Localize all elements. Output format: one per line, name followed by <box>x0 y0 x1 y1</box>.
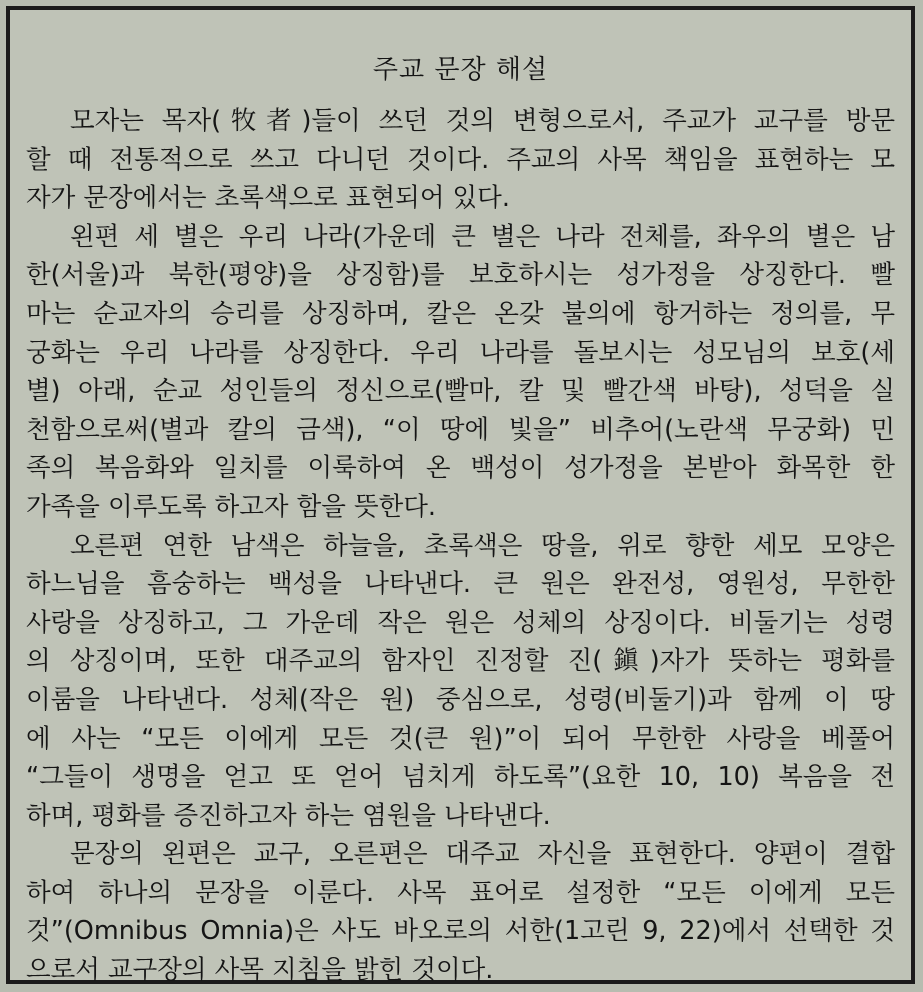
text-line: 하며, 평화를 증진하고자 하는 염원을 나타낸다. <box>26 800 551 831</box>
document-frame <box>6 6 915 984</box>
paragraph-motto <box>20 835 901 989</box>
text-line: 하느님을 흠숭하는 백성을 나타낸다. 큰 원은 완전성, 영원성, 무한한 <box>26 569 895 600</box>
text-line: 별) 아래, 순교 성인들의 정신으로(빨마, 칼 및 빨간색 바탕), 성덕을 실 <box>26 376 895 407</box>
text-line: 문장의 왼편은 교구, 오른편은 대주교 자신을 표현한다. 양편이 결합 <box>70 839 895 870</box>
paragraph-mitre <box>20 102 901 218</box>
text-line: 가족을 이루도록 하고자 함을 뜻한다. <box>26 491 437 522</box>
text-line: 이룸을 나타낸다. 성체(작은 원) 중심으로, 성령(비둘기)과 함께 이 땅 <box>26 684 895 715</box>
text-line: 것”(Omnibus Omnia)은 사도 바오로의 서한(1고린 9, 22)에서 선택한 것 <box>26 916 895 947</box>
text-line: 마는 순교자의 승리를 상징하며, 칼은 온갖 불의에 항거하는 정의를, 무 <box>26 298 895 329</box>
document-content <box>20 20 901 986</box>
text-line: 하여 하나의 문장을 이룬다. 사목 표어로 설정한 “모든 이에게 모든 <box>26 877 895 908</box>
text-line: 사랑을 상징하고, 그 가운데 작은 원은 성체의 상징이다. 비둘기는 성령 <box>26 607 895 638</box>
text-line: 한(서울)과 북한(평양)을 상징함)를 보호하시는 성가정을 상징한다. 빨 <box>26 260 895 291</box>
page-title: 주교 문장 해설 <box>372 55 549 85</box>
text-line: 자가 문장에서는 초록색으로 표현되어 있다. <box>26 183 510 214</box>
paragraph-left-side <box>20 218 901 527</box>
text-line: 에 사는 “모든 이에게 모든 것(큰 원)”이 되어 무한한 사랑을 베풀어 <box>26 723 895 754</box>
text-line: 궁화는 우리 나라를 상징한다. 우리 나라를 돌보시는 성모님의 보호(세 <box>26 337 895 368</box>
text-line: 모자는 목자(牧者)들이 쓰던 것의 변형으로서, 주교가 교구를 방문 <box>70 106 895 136</box>
text-line: 천함으로써(별과 칼의 금색), “이 땅에 빛을” 비추어(노란색 무궁화) 민 <box>26 414 895 445</box>
text-line: 왼편 세 별은 우리 나라(가운데 큰 별은 나라 전체를, 좌우의 별은 남 <box>70 221 895 252</box>
text-line: 오른편 연한 남색은 하늘을, 초록색은 땅을, 위로 향한 세모 모양은 <box>70 530 895 561</box>
document-body <box>20 102 901 990</box>
text-line: “그들이 생명을 얻고 또 얻어 넘치게 하도록”(요한 10, 10) 복음을 전 <box>26 762 895 793</box>
text-line: 족의 복음화와 일치를 이룩하여 온 백성이 성가정을 본받아 화목한 한 <box>26 453 895 484</box>
text-line: 의 상징이며, 또한 대주교의 함자인 진정할 진(鎭)자가 뜻하는 평화를 <box>26 646 895 677</box>
paragraph-right-side <box>20 527 901 836</box>
text-line: 할 때 전통적으로 쓰고 다니던 것이다. 주교의 사목 책임을 표현하는 모 <box>26 144 895 175</box>
text-line: 으로서 교구장의 사목 지침을 밝힌 것이다. <box>26 955 494 986</box>
